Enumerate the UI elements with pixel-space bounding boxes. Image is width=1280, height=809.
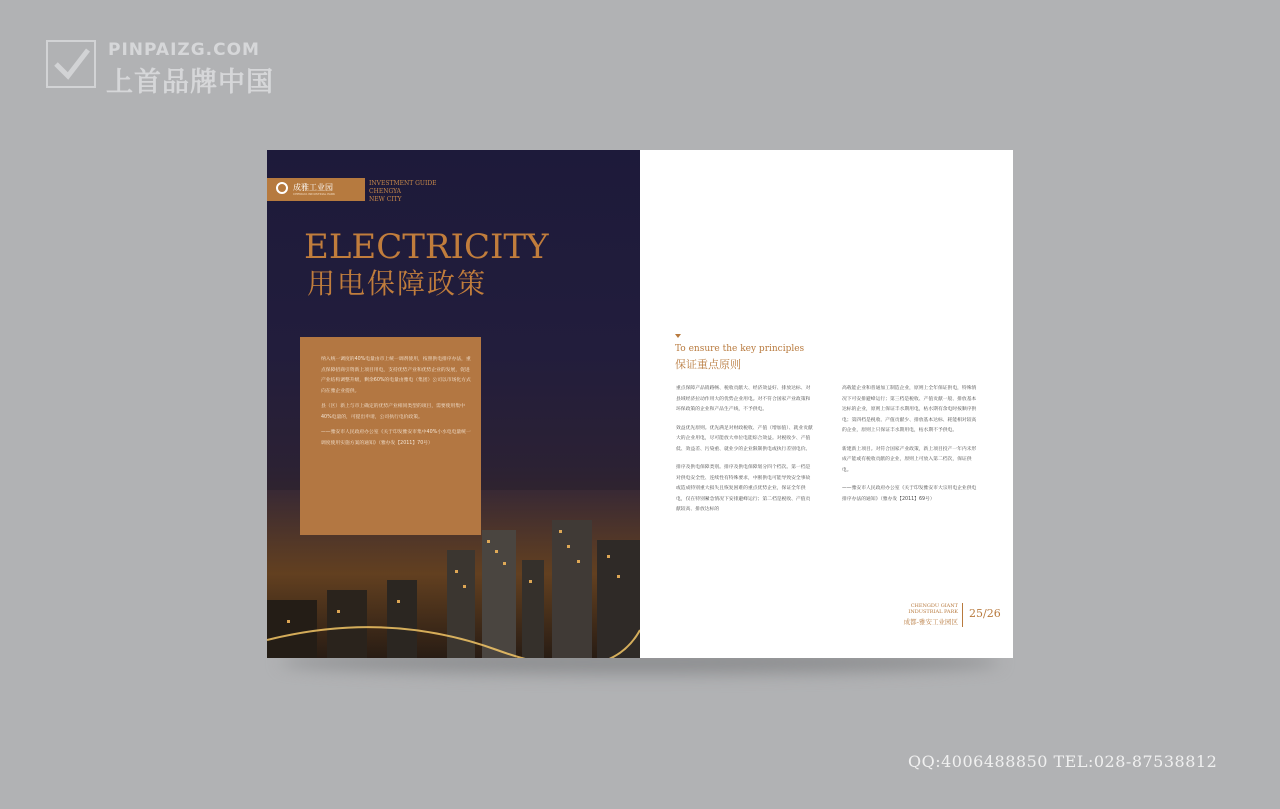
page-footer: [890, 603, 1013, 628]
contact-info: QQ:4006488850 TEL:028-87538812: [908, 752, 1218, 771]
triangle-marker-icon: [675, 334, 681, 338]
guide-line: INVESTMENT GUIDE: [369, 180, 437, 187]
body-citation: ——雅安市人民政府办公室《关于印发雅安市大宗用电企业供电排序办法的通知》（雅办发【2011】69号）: [842, 486, 977, 502]
logo-icon: [276, 182, 288, 194]
guide-line: NEW CITY: [369, 196, 402, 203]
body-paragraph: 排序及供电保障类别。排序及供电保障划分四个档次。第一档是对供电安全性、连续性有特殊要求，中断供电可能导致安全事故或造成特别重大损失且恢复困难的重点优势企业，保证全年供电，仅在特别紧急情况下安排避峰运行；第二档是税收、产值贡献较高、排放达标的: [676, 465, 811, 512]
footer-en: [908, 603, 958, 615]
guide-line: CHENGYA: [369, 188, 401, 195]
note-paragraph: 县（区）新上与市上确定的优势产业相同类型的项目，需要使用集中40%电量的，可提出申请，公司执行电价政策。: [321, 404, 465, 420]
note-paragraph: 纳入统一调度的40%电量由市上统一调剂使用，按照供电排序办法，重点保障招商引资新上项目用电，支持优势产业和优势企业的发展，促进产业结构调整升级，剩余60%的电量由雅电（集团）公司以市场化方式向在雅企业提供。: [321, 357, 471, 394]
policy-note-box: [300, 337, 481, 535]
investment-guide: [369, 180, 437, 204]
watermark-logo: [46, 38, 306, 98]
text-column-right: [842, 384, 979, 513]
body-paragraph: 重点保障产品销路畅、税收贡献大、经济效益好、排放达标、对县域经济拉动作用大的优势企业用电。对不符合国家产业政策和环保政策的企业和产品生产线，不予供电。: [676, 386, 811, 412]
left-page: [267, 150, 640, 658]
section-title-cn: 保证重点原则: [675, 358, 741, 371]
footer-divider: [962, 603, 963, 627]
page-numbers: 25/26: [969, 607, 1001, 620]
text-column-left: [676, 384, 813, 524]
section-title-en: To ensure the key principles: [675, 344, 805, 354]
logo-band: [267, 178, 365, 201]
footer-en-line: CHENGDU GIANT: [910, 603, 958, 609]
logo-subtitle: CHENGYA INDUSTRIAL PARK: [293, 192, 336, 196]
footer-en-line: INDUSTRIAL PARK: [908, 609, 958, 615]
body-paragraph: 效益优先原则。优先满足对财政税收、产值（增加值）、就业贡献大的企业用电，尽可能放大单位电能综合效益。对税收少、产值低、效益差、污染重、就业少的企业限制供电或执行差别电价。: [676, 425, 813, 452]
watermark-site: PINPAIZG.COM: [108, 40, 260, 60]
body-paragraph: 高载能企业和普通加工制造企业，原则上全年保证供电，特殊情况下可安排避峰运行；第三档是税收、产值贡献一般、排放基本达标的企业，原则上保证丰水期用电，枯水期有余电时按顺序供电；第四档是税收、产值贡献少、排放基本达标、耗能相对较高的企业，原则上只保证丰水期用电，枯水期不予供电。: [842, 386, 977, 433]
body-paragraph: 新建新上项目。对符合国家产业政策，新上项目投产一年内未形成产能或有税收贡献的企业，原则上可放入第二档次，保证供电。: [842, 446, 977, 473]
checkmark-icon: [46, 40, 96, 88]
page-title-cn: 用电保障政策: [307, 267, 488, 300]
note-citation: ——雅安市人民政府办公室《关于印发雅安市集中40%小水电电量统一调度使用实施方案的通知》（雅办发【2011】70号）: [321, 430, 471, 446]
footer-cn: 成都-雅安工业园区: [903, 618, 958, 626]
page-title-en: ELECTRICITY: [304, 227, 549, 267]
logo-name: 成雅工业园: [293, 183, 333, 192]
right-page: [640, 150, 1013, 658]
watermark-name: 上首品牌中国: [106, 67, 274, 98]
